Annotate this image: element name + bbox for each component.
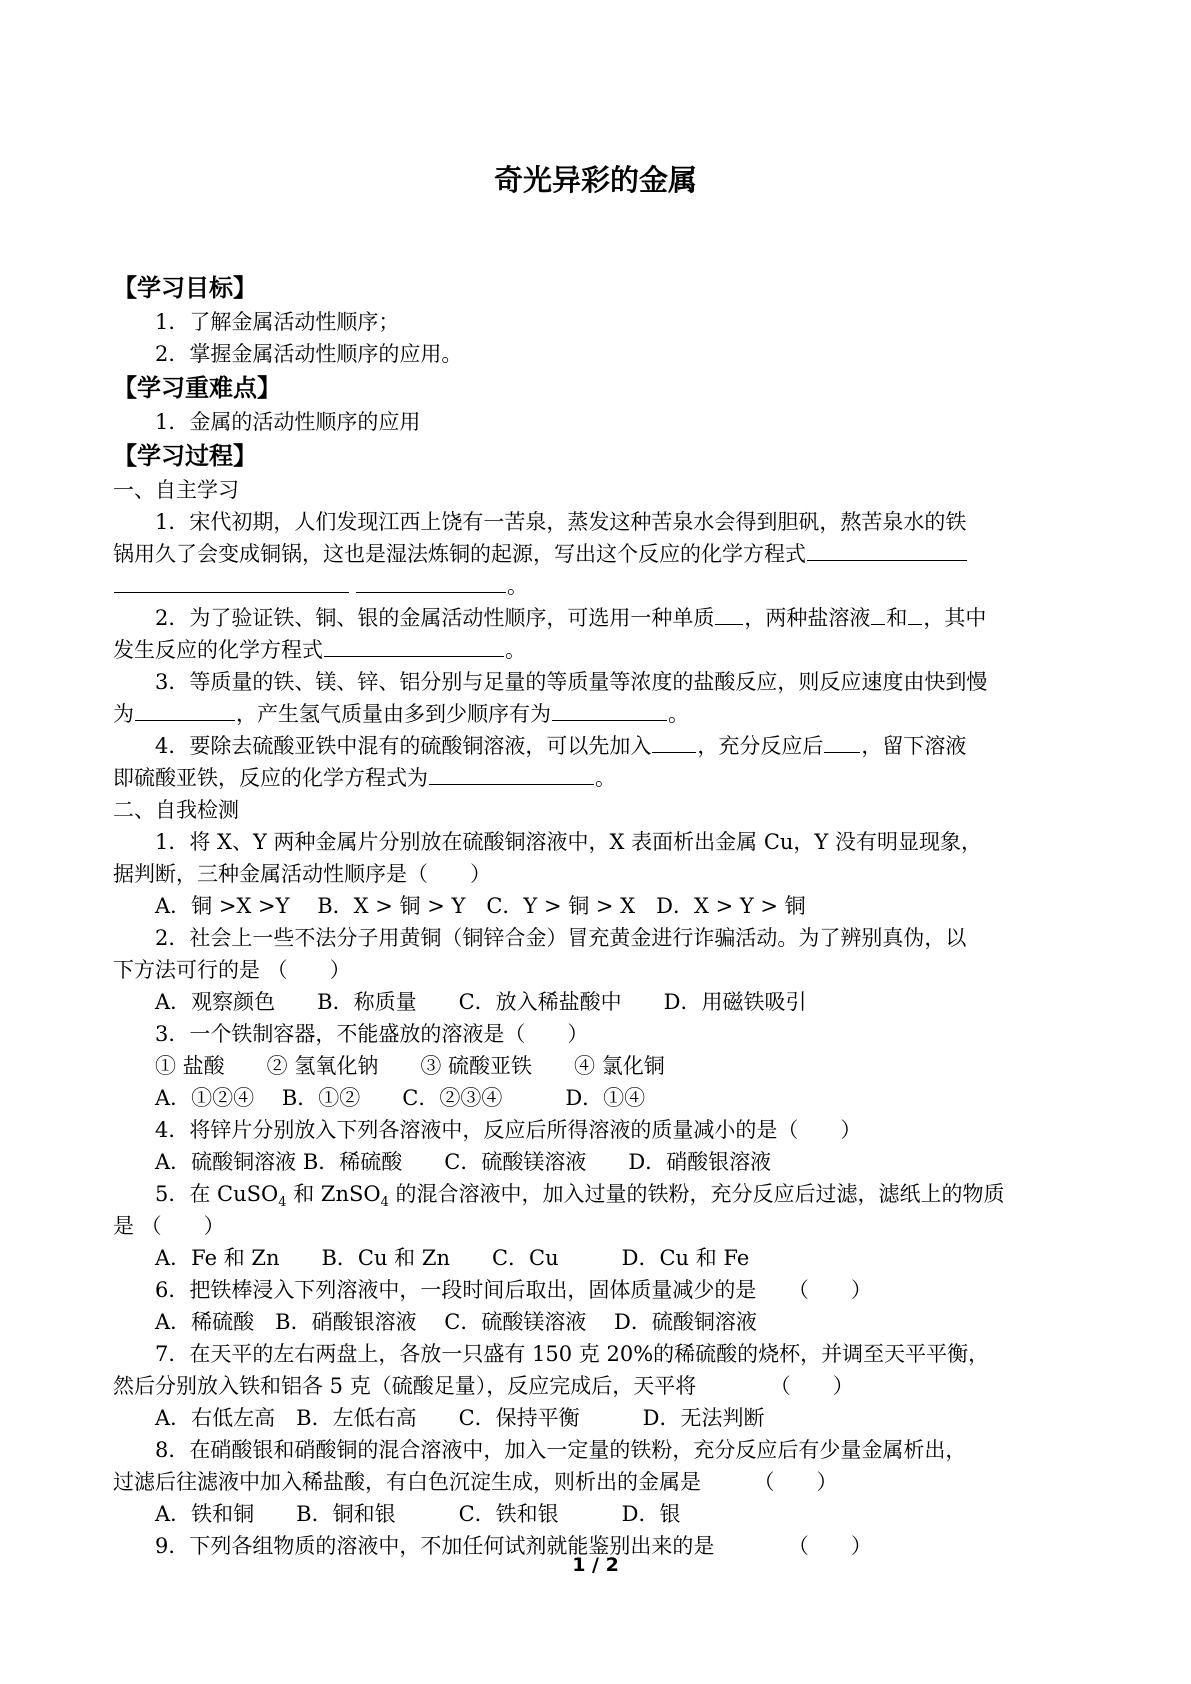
test-q8-line-1: 8．在硝酸银和硝酸铜的混合溶液中，加入一定量的铁粉，充分反应后有少量金属析出，	[155, 1438, 967, 1462]
study-q4-text: 。	[595, 766, 616, 790]
test-q4-line-1: 4．将锌片分别放入下列各溶液中，反应后所得溶液的质量减小的是（ ）	[155, 1118, 862, 1142]
test-q1-options: A．铜 >X >Y B．X > 铜 > Y C．Y > 铜 > X D．X > Y > 铜	[155, 894, 806, 918]
test-q6-options: A．稀硫酸 B．硝酸银溶液 C．硫酸镁溶液 D．硫酸铜溶液	[155, 1310, 757, 1334]
study-q4-text: 4．要除去硫酸亚铁中混有的硫酸铜溶液，可以先加入	[155, 734, 652, 758]
test-q5-text: 的混合溶液中，加入过量的铁粉，充分反应后过滤，滤纸上的物质	[388, 1182, 1005, 1206]
test-q7-options: A．右低左高 B．左低右高 C．保持平衡 D．无法判断	[155, 1406, 765, 1430]
test-q5-text: 5．在 CuSO	[155, 1182, 279, 1206]
subscript: 4	[278, 1195, 287, 1211]
study-q1-end: 。	[507, 574, 528, 598]
process-heading: 【学习过程】	[113, 442, 257, 470]
answer-blank	[324, 638, 504, 657]
test-q7-line-2: 然后分别放入铁和铝各 5 克（硫酸足量），反应完成后，天平将 （ ）	[113, 1374, 854, 1398]
answer-blank	[824, 734, 860, 753]
objectives-heading: 【学习目标】	[113, 274, 257, 302]
answer-blank	[356, 574, 506, 593]
page-number: 1 / 2	[572, 1554, 619, 1576]
answer-blank	[552, 702, 667, 721]
study-q2-text: 2．为了验证铁、铜、银的金属活动性顺序，可选用一种单质	[155, 606, 715, 630]
answer-blank	[652, 734, 696, 753]
answer-blank	[114, 574, 349, 593]
test-q2-line-1: 2．社会上一些不法分子用黄铜（铜锌合金）冒充黄金进行诈骗活动。为了辨别真伪，以	[155, 926, 967, 950]
test-q3-line-1: 3．一个铁制容器，不能盛放的溶液是（ ）	[155, 1022, 589, 1046]
study-q2-text: 和	[886, 606, 908, 630]
study-q3-text: ，产生氢气质量由多到少顺序有为	[236, 702, 551, 726]
study-q1-line-2	[113, 538, 1088, 570]
study-q4-line-1	[113, 730, 1088, 762]
test-q8-options: A．铁和铜 B．铜和银 C．铁和银 D．银	[155, 1502, 681, 1526]
test-q7-line-1: 7．在天平的左右两盘上，各放一只盛有 150 克 20%的稀硫酸的烧杯，并调至天平平衡，	[155, 1342, 990, 1366]
self-study-heading: 一、自主学习	[113, 478, 239, 502]
study-q2-text: ，两种盐溶液	[744, 606, 871, 630]
test-q5-text: 和 ZnSO	[286, 1182, 381, 1206]
test-q5-line-2: 是 （ ）	[113, 1214, 225, 1238]
test-q5-options: A．Fe 和 Zn B．Cu 和 Zn C．Cu D．Cu 和 Fe	[155, 1246, 750, 1270]
answer-blank	[908, 606, 922, 625]
key-point-item-1: 1．金属的活动性顺序的应用	[155, 410, 421, 434]
study-q2-text: 发生反应的化学方程式	[113, 638, 323, 662]
test-q8-line-2: 过滤后往滤液中加入稀盐酸，有白色沉淀生成，则析出的金属是 （ ）	[113, 1470, 838, 1494]
answer-blank	[807, 542, 967, 561]
test-q4-options: A．硫酸铜溶液 B．稀硫酸 C．硫酸镁溶液 D．硝酸银溶液	[155, 1150, 772, 1174]
self-test-heading: 二、自我检测	[113, 798, 239, 822]
page-title: 奇光异彩的金属	[493, 163, 697, 197]
test-q2-line-2: 下方法可行的是 （ ）	[113, 958, 351, 982]
study-q4-text: 即硫酸亚铁，反应的化学方程式为	[113, 766, 428, 790]
subscript: 4	[380, 1195, 389, 1211]
answer-blank	[135, 702, 235, 721]
key-points-heading: 【学习重难点】	[113, 374, 281, 402]
test-q1-line-1: 1．将 X、Y 两种金属片分别放在硫酸铜溶液中，X 表面析出金属 Cu，Y 没有明显现象，	[155, 830, 982, 854]
study-q4-text: ，充分反应后	[697, 734, 824, 758]
study-q4-line-2	[113, 762, 1088, 794]
study-q3-line-2	[113, 698, 1088, 730]
study-q3-text: 。	[668, 702, 689, 726]
test-q9-line-1: 9．下列各组物质的溶液中，不加任何试剂就能鉴别出来的是 （ ）	[155, 1534, 872, 1558]
study-q1-text: 锅用久了会变成铜锅，这也是湿法炼铜的起源，写出这个反应的化学方程式	[113, 542, 806, 566]
test-q6-line-1: 6．把铁棒浸入下列溶液中，一段时间后取出，固体质量减少的是 （ ）	[155, 1278, 872, 1302]
worksheet-body	[113, 270, 1088, 1562]
study-q4-text: ，留下溶液	[861, 734, 967, 758]
answer-blank	[429, 766, 594, 785]
test-q1-line-2: 据判断，三种金属活动性顺序是（ ）	[113, 862, 491, 886]
test-q2-options: A．观察颜色 B．称质量 C．放入稀盐酸中 D．用磁铁吸引	[155, 990, 807, 1014]
study-q1-line-3	[113, 570, 1088, 602]
study-q2-text: ，其中	[923, 606, 987, 630]
study-q2-line-1	[113, 602, 1088, 634]
study-q2-text: 。	[505, 638, 526, 662]
objective-item-2: 2．掌握金属活动性顺序的应用。	[155, 342, 463, 366]
test-q5-line-1	[113, 1178, 1088, 1210]
study-q1-line-1: 1．宋代初期，人们发现江西上饶有一苦泉，蒸发这种苦泉水会得到胆矾，熬苦泉水的铁	[155, 510, 967, 534]
study-q3-text: 为	[113, 702, 134, 726]
answer-blank	[871, 606, 885, 625]
answer-blank	[715, 606, 743, 625]
test-q3-options: A．①②④ B．①② C．②③④ D．①④	[155, 1086, 646, 1110]
objective-item-1: 1．了解金属活动性顺序；	[155, 310, 400, 334]
test-q3-items: ① 盐酸 ② 氢氧化钠 ③ 硫酸亚铁 ④ 氯化铜	[155, 1054, 665, 1078]
study-q3-line-1: 3．等质量的铁、镁、锌、铝分别与足量的等质量等浓度的盐酸反应，则反应速度由快到慢	[155, 670, 988, 694]
study-q2-line-2	[113, 634, 1088, 666]
